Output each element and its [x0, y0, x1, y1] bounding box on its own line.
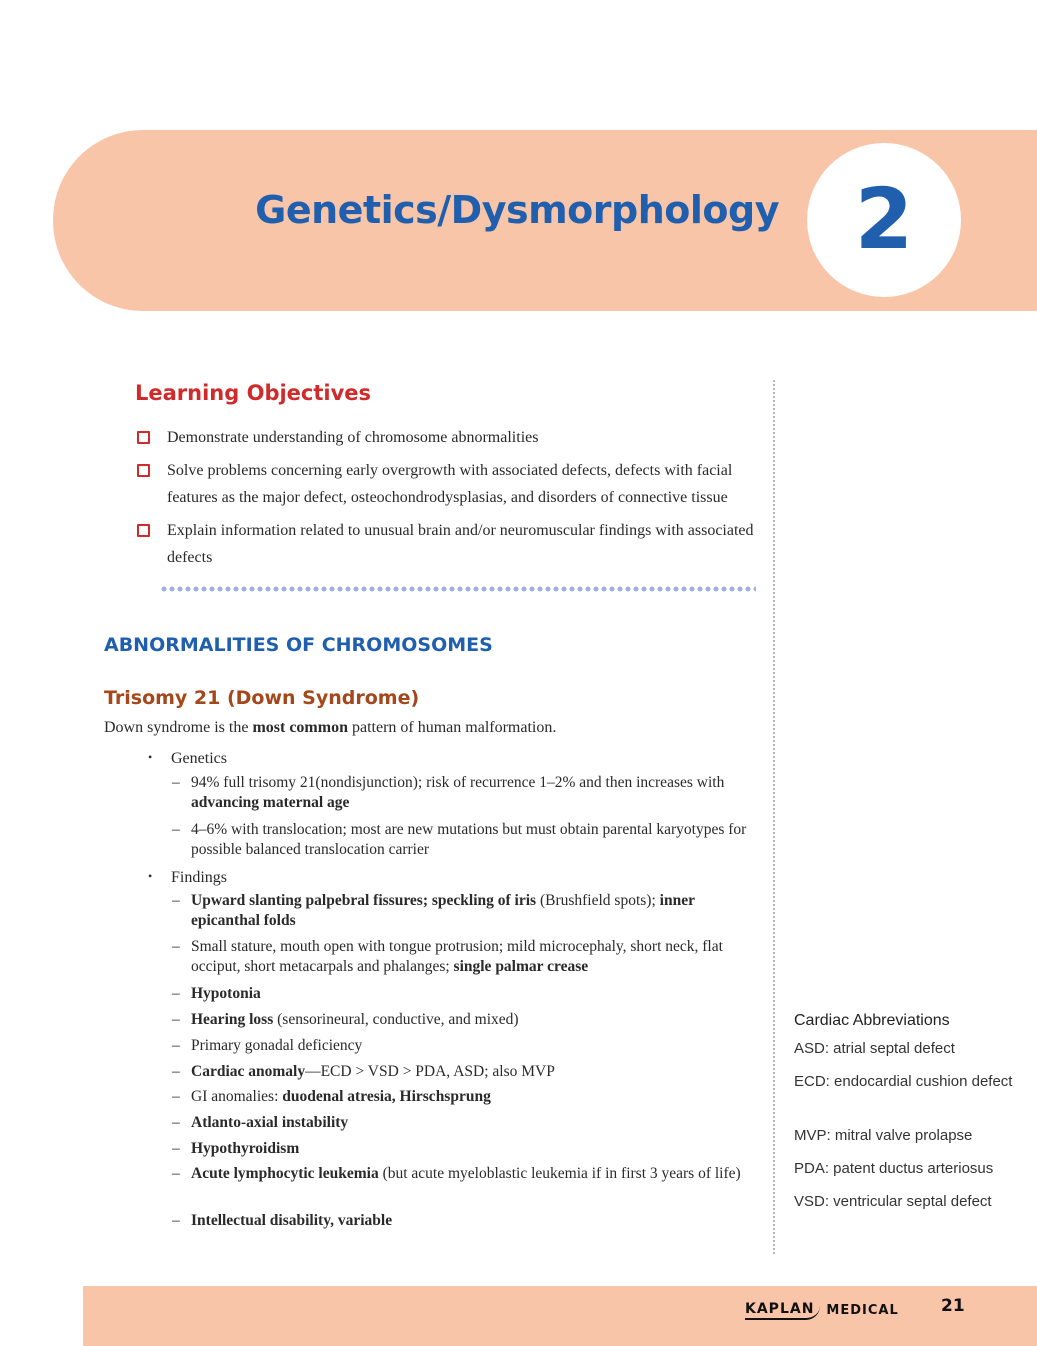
- list-item: – Atlanto-axial instability: [172, 1114, 349, 1131]
- list-item: – Hypothyroidism: [172, 1140, 300, 1157]
- chapter-number: 2: [854, 170, 914, 268]
- bullet-dot-icon: •: [148, 750, 153, 764]
- list-item: – Small stature, mouth open with tongue protrusion; mild microcephaly, short neck, flat occiput, short metacarpals and phalanges; single palmar crease: [172, 938, 723, 975]
- bullet-findings: • Findings: [148, 864, 227, 890]
- chapter-number-badge: [807, 143, 961, 297]
- sidebar-item: MVP: mitral valve prolapse: [794, 1127, 973, 1144]
- objective-item: [135, 517, 760, 571]
- list-item: – Cardiac anomaly—ECD > VSD > PDA, ASD; also MVP: [172, 1063, 555, 1080]
- dotted-divider: [160, 585, 756, 593]
- checkbox-icon: [137, 464, 150, 477]
- objective-item: [135, 457, 760, 511]
- learning-objectives-heading: Learning Objectives: [135, 381, 372, 405]
- checkbox-icon: [137, 431, 150, 444]
- objective-text: Demonstrate understanding of chromosome abnormalities: [167, 429, 539, 446]
- brand-name: KAPLAN: [745, 1300, 820, 1320]
- section-heading: ABNORMALITIES OF CHROMOSOMES: [104, 634, 493, 656]
- learning-objectives-list: [135, 424, 760, 577]
- list-item: – Hearing loss (sensorineural, conductive, and mixed): [172, 1011, 519, 1028]
- subsection-heading: Trisomy 21 (Down Syndrome): [104, 687, 420, 709]
- kaplan-medical-logo: [745, 1297, 899, 1323]
- page-number: 21: [941, 1296, 965, 1316]
- list-item: – Upward slanting palpebral fissures; speckling of iris (Brushfield spots); inner epicanthal folds: [172, 892, 695, 929]
- objective-text: Solve problems concerning early overgrowth with associated defects, defects with facial features as the major defect, osteochondrodysplasias, and disorders of connective tissue: [167, 462, 733, 506]
- sidebar-item: ASD: atrial septal defect: [794, 1040, 955, 1057]
- sidebar-heading: Cardiac Abbreviations: [794, 1012, 950, 1029]
- sidebar-item: ECD: endocardial cushion defect: [794, 1073, 1013, 1090]
- chapter-title: Genetics/Dysmorphology: [255, 188, 779, 232]
- objective-text: Explain information related to unusual brain and/or neuromuscular findings with associated defects: [167, 522, 754, 566]
- list-item: – Acute lymphocytic leukemia (but acute myeloblastic leukemia if in first 3 years of life): [172, 1165, 741, 1182]
- list-item: – Hypotonia: [172, 985, 261, 1002]
- list-item: – 4–6% with translocation; most are new mutations but must obtain parental karyotypes for possible balanced translocation carrier: [172, 821, 747, 858]
- bullet-genetics: • Genetics: [148, 745, 227, 771]
- sidebar-divider: [773, 380, 775, 1254]
- list-item: – Primary gonadal deficiency: [172, 1037, 363, 1054]
- list-item: – 94% full trisomy 21(nondisjunction); risk of recurrence 1–2% and then increases with advancing maternal age: [172, 774, 725, 811]
- list-item: – Intellectual disability, variable: [172, 1212, 393, 1229]
- sidebar-item: VSD: ventricular septal defect: [794, 1193, 992, 1210]
- checkbox-icon: [137, 524, 150, 537]
- brand-suffix: MEDICAL: [826, 1302, 899, 1318]
- list-item: – GI anomalies: duodenal atresia, Hirschsprung: [172, 1088, 491, 1105]
- sidebar-item: PDA: patent ductus arteriosus: [794, 1160, 994, 1177]
- intro-paragraph: Down syndrome is the most common pattern of human malformation.: [104, 719, 557, 736]
- bullet-dot-icon: •: [148, 869, 153, 883]
- objective-item: [135, 424, 760, 451]
